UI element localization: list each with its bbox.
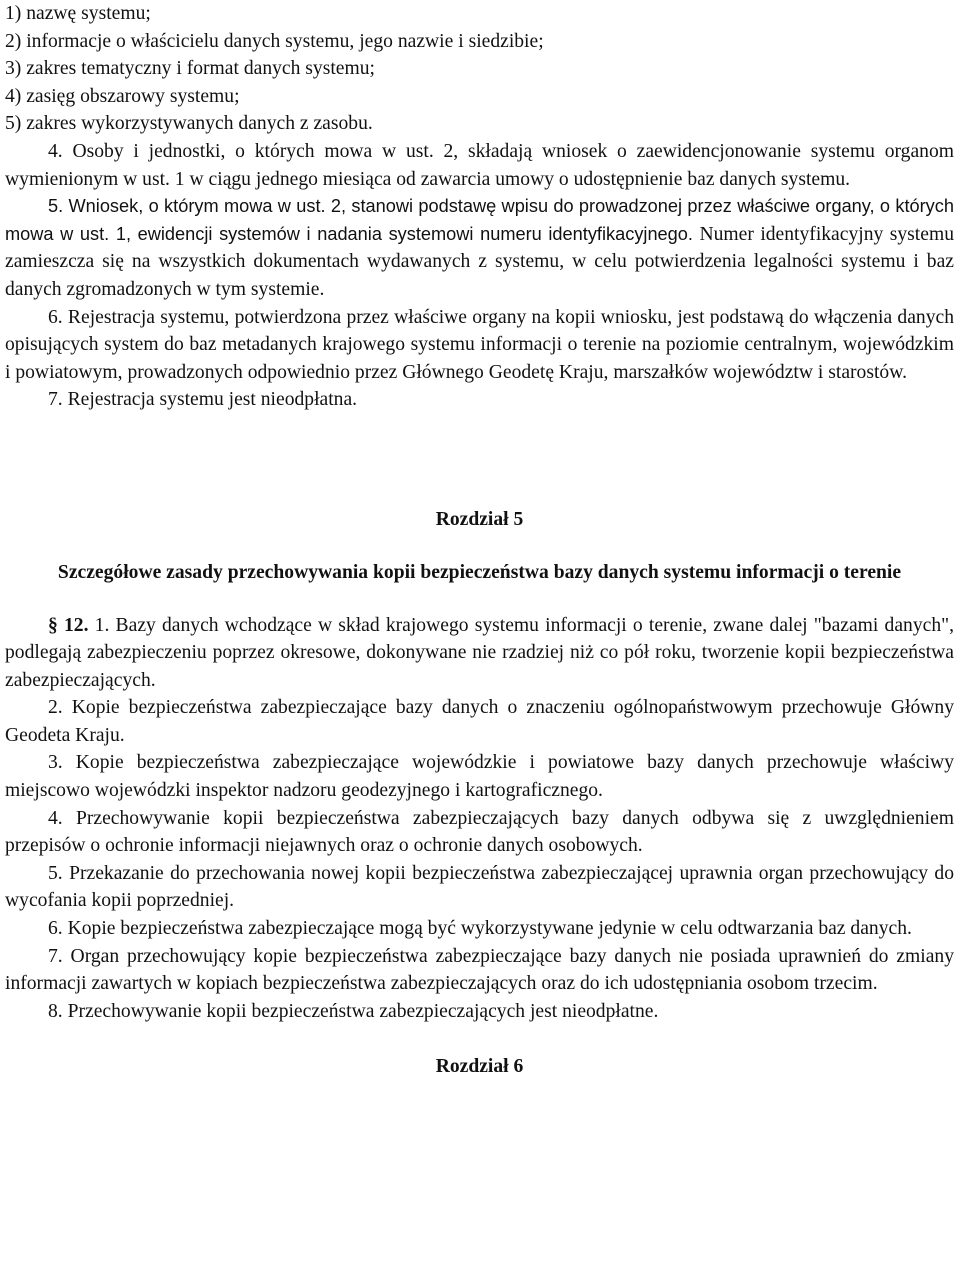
section-12-paragraph-2: 2. Kopie bezpieczeństwa zabezpieczające bazy danych o znaczeniu ogólnopaństwowym przechowuje Główny Geodeta Kraju. bbox=[5, 697, 954, 746]
section-12-paragraph-7: 7. Organ przechowujący kopie bezpieczeństwa zabezpieczające bazy danych nie posiada uprawnień do zmiany informacji zawartych w kopiach bezpieczeństwa zabezpieczających oraz do ich udostępniania osobom trzecim. bbox=[5, 945, 954, 995]
section-12-paragraph-5: 5. Przekazanie do przechowania nowej kopii bezpieczeństwa zabezpieczającej uprawnia organ przechowujący do wycofania kopii poprzedniej. bbox=[5, 862, 954, 912]
chapter-5-heading: Rozdział 5 bbox=[435, 508, 524, 530]
section-sign: § 12. bbox=[48, 614, 89, 636]
list-item: 4) zasięg obszarowy systemu; bbox=[5, 85, 240, 107]
section-12-paragraph-1 bbox=[5, 612, 954, 695]
section-12-paragraph-8: 8. Przechowywanie kopii bezpieczeństwa zabezpieczających jest nieodpłatne. bbox=[48, 1000, 659, 1022]
section-12-paragraph-6: 6. Kopie bezpieczeństwa zabezpieczające mogą być wykorzystywane jedynie w celu odtwarzania baz danych. bbox=[48, 918, 912, 940]
spacer bbox=[5, 414, 954, 506]
chapter-5-title: Szczegółowe zasady przechowywania kopii bezpieczeństwa bazy danych systemu informacji o terenie bbox=[57, 561, 902, 583]
paragraph-6: 6. Rejestracja systemu, potwierdzona przez właściwe organy na kopii wniosku, jest podstawą do włączenia danych opisujących system do baz metadanych krajowego systemu informacji o terenie na poziomie centralnym, wojewódzkim i powiatowym, prowadzonych odpowiednio przez Głównego Geodetę Kraju, marszałków województw i starostów. bbox=[5, 306, 954, 383]
list-item: 2) informacje o właścicielu danych systemu, jego nazwie i siedzibie; bbox=[5, 30, 544, 52]
list-item: 3) zakres tematyczny i format danych systemu; bbox=[5, 58, 375, 80]
chapter-6-heading: Rozdział 6 bbox=[435, 1056, 524, 1078]
list-item: 1) nazwę systemu; bbox=[5, 3, 151, 24]
section-12-paragraph-4: 4. Przechowywanie kopii bezpieczeństwa zabezpieczających bazy danych odbywa się z uwzględnieniem przepisów o ochronie informacji niejawnych oraz o ochronie danych osobowych. bbox=[5, 807, 954, 857]
section-12-paragraph-3: 3. Kopie bezpieczeństwa zabezpieczające wojewódzkie i powiatowe bazy danych przechowuje właściwy miejscowo wojewódzki inspektor nadzoru geodezyjnego i kartograficznego. bbox=[5, 752, 954, 802]
paragraph-5-part-a: 5. Wniosek, o którym mowa w ust. 2, stanowi podstawę wpisu do prowadzonej przez właściwe organy, o których mowa w ust. 1, ewidencji systemów i nadania systemowi numeru identyfikacyjnego. bbox=[5, 196, 954, 244]
numbered-list bbox=[5, 0, 954, 138]
list-item: 5) zakres wykorzystywanych danych z zasobu. bbox=[5, 113, 373, 135]
paragraph-5 bbox=[5, 193, 954, 303]
paragraph-7: 7. Rejestracja systemu jest nieodpłatna. bbox=[48, 389, 358, 411]
paragraph-5-part-b: Numer identyfikacyjny systemu zamieszcza się na wszystkich dokumentach wydawanych z systemu, w celu potwierdzenia legalności systemu i baz danych zgromadzonych w tym systemie. bbox=[5, 223, 954, 300]
paragraph-4: 4. Osoby i jednostki, o których mowa w ust. 2, składają wniosek o zaewidencjonowanie systemu organom wymienionym w ust. 1 w ciągu jednego miesiąca od zawarcia umowy o udostępnienie baz danych systemu. bbox=[5, 140, 954, 190]
section-12-p1-text: 1. Bazy danych wchodzące w skład krajowego systemu informacji o terenie, zwane dalej "bazami danych", podlegają zabezpieczeniu poprzez okresowe, dokonywane nie rzadziej niż co pół roku, tworzenie kopii bezpieczeństwa zabezpieczających. bbox=[5, 614, 955, 691]
